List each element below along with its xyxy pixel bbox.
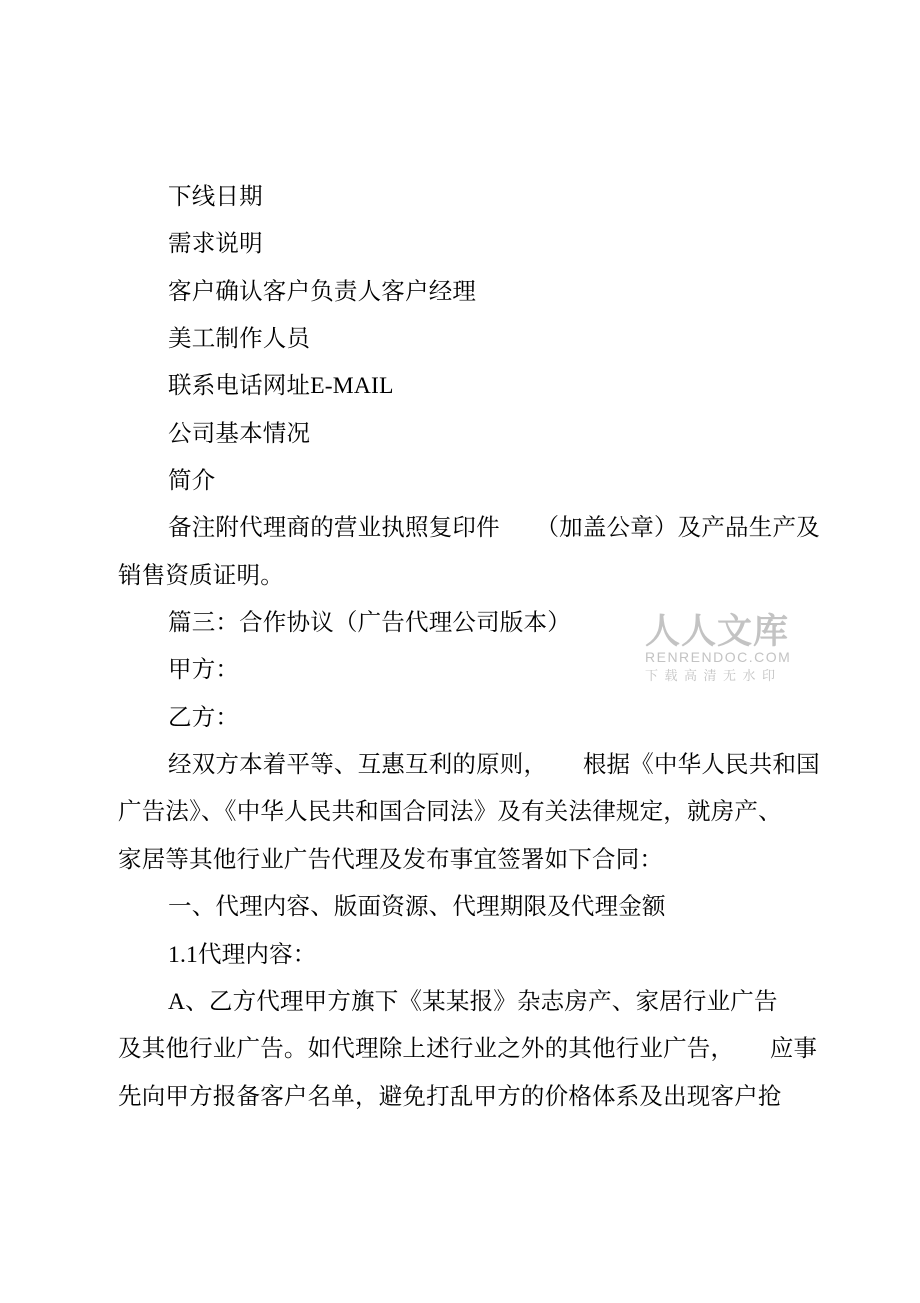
text-line: 及其他行业广告。如代理除上述行业之外的其他行业广告， 应事 [118, 1036, 818, 1063]
text-line: A、乙方代理甲方旗下《某某报》杂志房产、家居行业广告 [168, 988, 778, 1015]
text-line: 美工制作人员 [168, 326, 311, 353]
document-body [118, 174, 818, 1121]
text-line: 下线日期 [168, 184, 263, 210]
text-line: 备注附代理商的营业执照复印件 （加盖公章）及产品生产及 [168, 515, 820, 542]
text-line: 1.1代理内容： [168, 941, 317, 968]
text-line: 一、代理内容、版面资源、代理期限及代理金额 [168, 894, 666, 921]
watermark-domain: RENRENDOC.COM [645, 649, 792, 665]
text-line: 销售资质证明。 [118, 562, 284, 589]
text-line: 篇三：合作协议（广告代理公司版本） [168, 610, 571, 637]
text-line: 家居等其他行业广告代理及发布事宜签署如下合同： [118, 846, 664, 873]
watermark-tagline: 下载高清无水印 [645, 668, 782, 683]
text-line: 公司基本情况 [168, 420, 311, 447]
text-line: 先向甲方报备客户名单，避免打乱甲方的价格体系及出现客户抢 [118, 1083, 782, 1110]
text-line: 广告法》、《中华人民共和国合同法》及有关法律规定，就房产、 [118, 799, 782, 826]
text-line: 客户确认客户负责人客户经理 [168, 278, 477, 305]
text-line: 联系电话网址E-MAIL [168, 373, 394, 400]
text-line: 经双方本着平等、互惠互利的原则， 根据《中华人民共和国 [168, 752, 820, 779]
watermark-title: 人人文库 [645, 612, 790, 651]
text-line: 甲方： [168, 657, 240, 684]
text-line: 简介 [168, 468, 216, 495]
text-line: 需求说明 [168, 231, 263, 258]
text-line: 乙方： [168, 704, 240, 731]
